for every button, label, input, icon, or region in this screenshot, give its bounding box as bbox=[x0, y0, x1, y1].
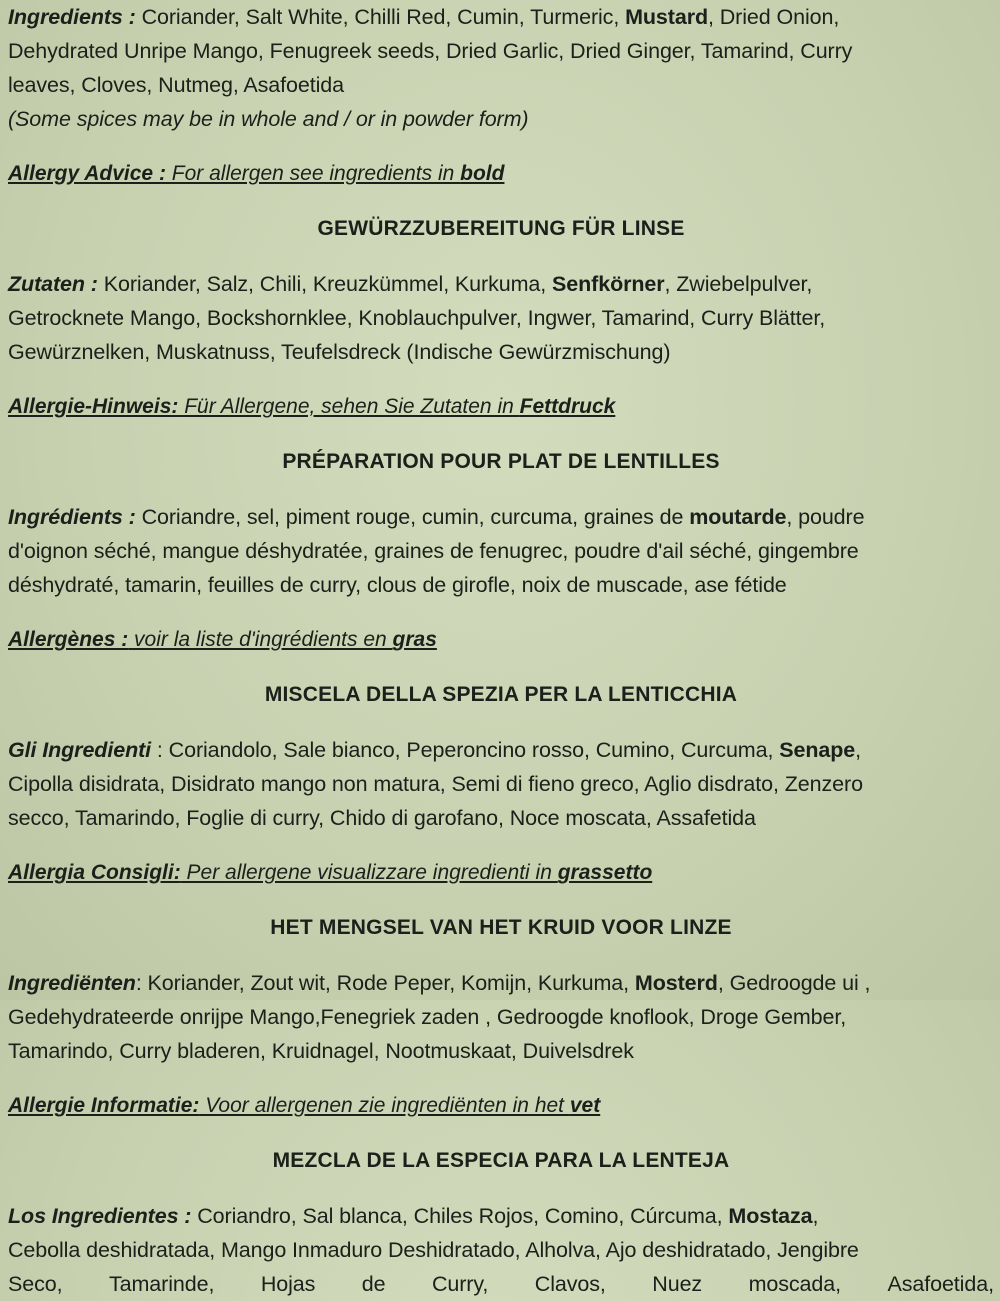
section-title: HET MENGSEL VAN HET KRUID VOOR LINZE bbox=[270, 916, 732, 939]
ingredients-line: Dehydrated Unripe Mango, Fenugreek seeds, Dried Garlic, Dried Ginger, Tamarind, Curry bbox=[8, 39, 853, 63]
section-title: MEZCLA DE LA ESPECIA PARA LA LENTEJA bbox=[272, 1149, 730, 1172]
allergy-advice: Allergia Consigli: Per allergene visualizzare ingredienti in grassetto bbox=[8, 861, 653, 884]
ingredients-line: Los Ingredientes : Coriandro, Sal blanca, Chiles Rojos, Comino, Cúrcuma, Mostaza, bbox=[8, 1204, 819, 1228]
allergy-advice: Allergy Advice : For allergen see ingredients in bold bbox=[8, 162, 505, 185]
allergen-word: moutarde bbox=[689, 505, 787, 529]
section-title: PRÉPARATION POUR PLAT DE LENTILLES bbox=[282, 450, 720, 473]
ingredients-line: Zutaten : Koriander, Salz, Chili, Kreuzkümmel, Kurkuma, Senfkörner, Zwiebelpulver, bbox=[8, 272, 813, 296]
ingredients-line: Ingrédients : Coriandre, sel, piment rouge, cumin, curcuma, graines de moutarde, poudre bbox=[8, 505, 865, 529]
section-dutch bbox=[8, 911, 994, 1123]
allergen-word: Mosterd bbox=[634, 971, 718, 995]
allergy-advice: Allergie Informatie: Voor allergenen zie ingrediënten in het vet bbox=[8, 1094, 601, 1117]
section-title: GEWÜRZZUBEREITUNG FÜR LINSE bbox=[317, 217, 685, 240]
ingredients-heading: Los Ingredientes : bbox=[8, 1204, 192, 1228]
ingredients-heading: Gli Ingredienti bbox=[8, 738, 152, 762]
ingredients-line: Cebolla deshidratada, Mango Inmaduro Deshidratado, Alholva, Ajo deshidratado, Jengibre bbox=[8, 1238, 859, 1262]
allergen-word: Mostaza bbox=[728, 1204, 813, 1228]
ingredients-line: d'oignon séché, mangue déshydratée, graines de fenugrec, poudre d'ail séché, gingembre bbox=[8, 539, 859, 563]
allergen-word: Mustard bbox=[625, 5, 708, 29]
form-note: (Some spices may be in whole and / or in powder form) bbox=[8, 107, 529, 131]
ingredients-line: Gli Ingredienti : Coriandolo, Sale bianco, Peperoncino rosso, Cumino, Curcuma, Senape, bbox=[8, 738, 861, 762]
section-italian bbox=[8, 678, 994, 890]
ingredients-heading: Ingrédients : bbox=[8, 505, 136, 529]
ingredients-line: Gedehydrateerde onrijpe Mango,Fenegriek zaden , Gedroogde knoflook, Droge Gember, bbox=[8, 1005, 847, 1029]
ingredients-line: secco, Tamarindo, Foglie di curry, Chido di garofano, Noce moscata, Assafetida bbox=[8, 806, 756, 830]
ingredients-line: Getrocknete Mango, Bockshornklee, Knoblauchpulver, Ingwer, Tamarind, Curry Blätter, bbox=[8, 306, 826, 330]
allergen-word: Senfkörner bbox=[552, 272, 665, 296]
section-title: MISCELA DELLA SPEZIA PER LA LENTICCHIA bbox=[264, 683, 738, 706]
section-french bbox=[8, 445, 994, 657]
section-german bbox=[8, 212, 994, 424]
ingredients-line: Gewürznelken, Muskatnuss, Teufelsdreck (Indische Gewürzmischung) bbox=[8, 340, 671, 364]
section-spanish bbox=[8, 1144, 994, 1301]
allergy-advice: Allergie-Hinweis: Für Allergene, sehen Sie Zutaten in Fettdruck bbox=[8, 395, 616, 418]
ingredients-heading: Ingrediënten bbox=[8, 971, 136, 995]
allergy-advice: Allergènes : voir la liste d'ingrédients en gras bbox=[8, 628, 437, 651]
ingredients-line: Ingrediënten: Koriander, Zout wit, Rode Peper, Komijn, Kurkuma, Mosterd, Gedroogde ui , bbox=[8, 971, 871, 995]
ingredients-line: leaves, Cloves, Nutmeg, Asafoetida bbox=[8, 73, 345, 97]
ingredients-line: déshydraté, tamarin, feuilles de curry, clous de girofle, noix de muscade, ase fétide bbox=[8, 573, 787, 597]
ingredients-line: Cipolla disidrata, Disidrato mango non matura, Semi di fieno greco, Aglio disdrato, Zenzero bbox=[8, 772, 863, 796]
ingredients-heading: Ingredients : bbox=[8, 5, 136, 29]
ingredients-heading: Zutaten : bbox=[8, 272, 98, 296]
section-english bbox=[8, 0, 994, 191]
allergen-word: Senape bbox=[779, 738, 856, 762]
ingredients-line: Ingredients : Coriander, Salt White, Chilli Red, Cumin, Turmeric, Mustard, Dried Onion, bbox=[8, 5, 840, 29]
ingredients-line: Tamarindo, Curry bladeren, Kruidnagel, Nootmuskaat, Duivelsdrek bbox=[8, 1039, 634, 1063]
ingredients-line: Seco, Tamarinde, Hojas de Curry, Clavos, Nuez moscada, Asafoetida, bbox=[8, 1272, 994, 1296]
